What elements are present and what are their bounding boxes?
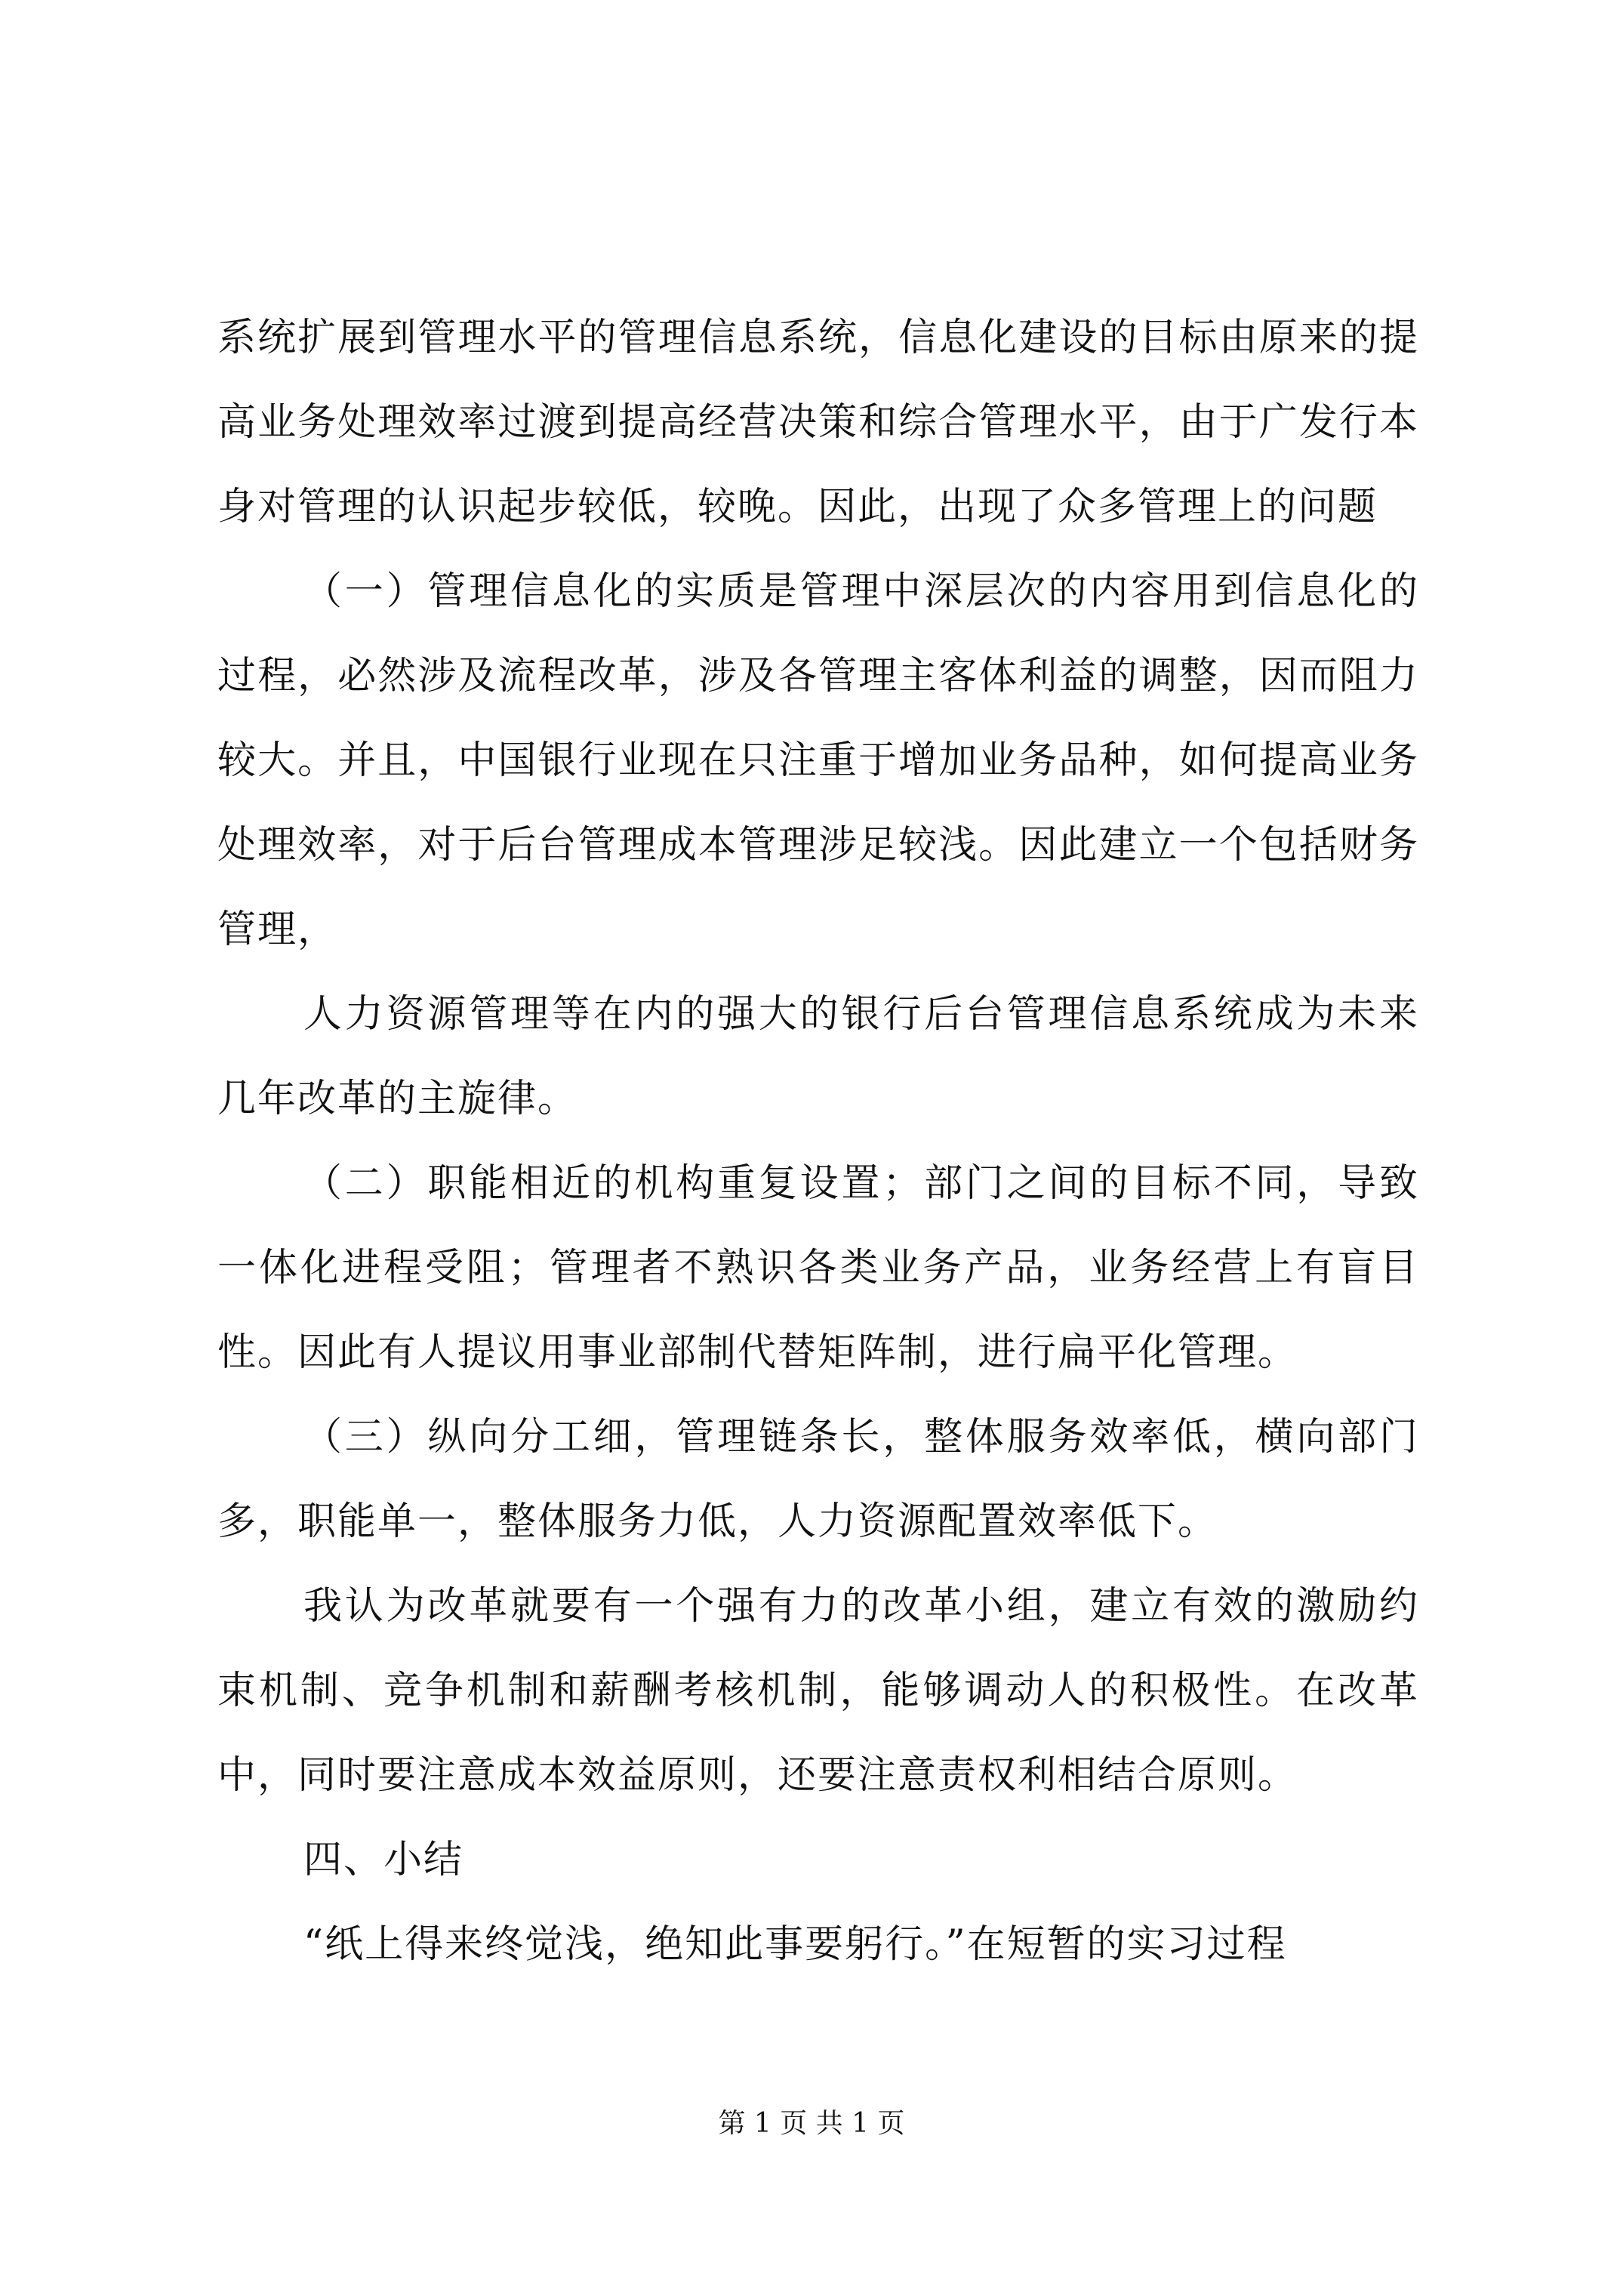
paragraph-continuation: 系统扩展到管理水平的管理信息系统，信息化建设的目标由原来的提高业务处理效率过渡到提高经营决策和综合管理水平，由于广发行本身对管理的认识起步较低，较晚。因此，出现了众多管理上的问题: [217, 316, 1419, 529]
paragraph-point-one-cont: 人力资源管理等在内的强大的银行后台管理信息系统成为未来几年改革的主旋律。: [217, 992, 1419, 1121]
paragraph-point-three: （三）纵向分工细，管理链条长，整体服务效率低，横向部门多，职能单一，整体服务力低，人力资源配置效率低下。: [217, 1415, 1419, 1544]
paragraph-opinion: 我认为改革就要有一个强有力的改革小组，建立有效的激励约束机制、竞争机制和薪酬考核机制，能够调动人的积极性。在改革中，同时要注意成本效益原则，还要注意责权利相结合原则。: [217, 1584, 1419, 1798]
section-heading-summary: 四、小结: [303, 1838, 464, 1882]
paragraph-summary: “纸上得来终觉浅，绝知此事要躬行。”在短暂的实习过程: [303, 1922, 1287, 1967]
paragraph-point-one: （一）管理信息化的实质是管理中深层次的内容用到信息化的过程，必然涉及流程改革，涉及各管理主客体利益的调整，因而阻力较大。并且，中国银行业现在只注重于增加业务品种，如何提高业务处理效率，对于后台管理成本管理涉足较浅。因此建立一个包括财务管理，: [217, 569, 1419, 952]
paragraph-point-two: （二）职能相近的机构重复设置；部门之间的目标不同，导致一体化进程受阻；管理者不熟识各类业务产品，业务经营上有盲目性。因此有人提议用事业部制代替矩阵制，进行扁平化管理。: [217, 1161, 1419, 1375]
document-body: [217, 296, 1419, 1987]
page-number-footer: 第 1 页 共 1 页: [718, 2108, 905, 2139]
